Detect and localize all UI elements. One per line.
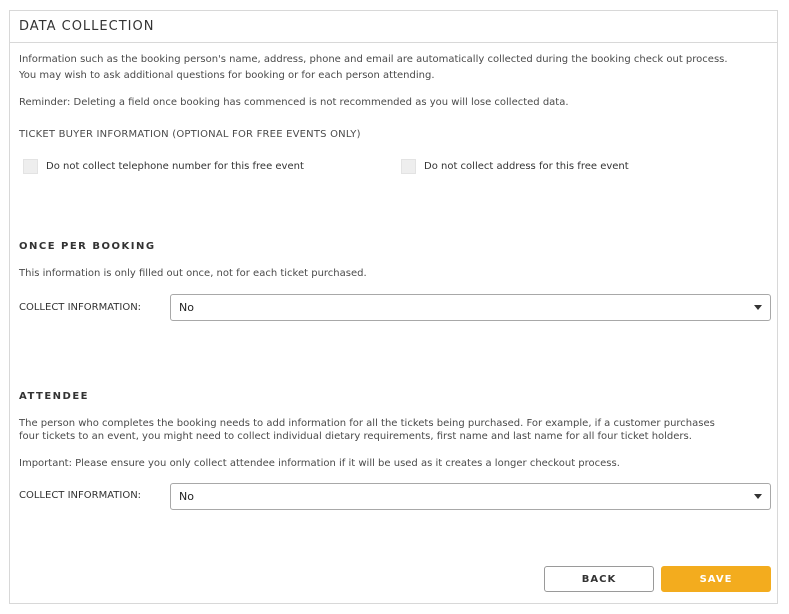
save-button[interactable]: SAVE: [661, 566, 771, 592]
reminder-text: Reminder: Deleting a field once booking has commenced is not recommended as you will lose collected data.: [19, 97, 569, 108]
checkbox-row-phone[interactable]: [23, 159, 304, 174]
intro-text-line1: Information such as the booking person's name, address, phone and email are automatically collected during the booking check out process.: [19, 54, 728, 65]
once-per-booking-description: This information is only filled out once, not for each ticket purchased.: [19, 268, 367, 279]
attendee-heading: ATTENDEE: [19, 391, 89, 402]
attendee-description-line1: The person who completes the booking needs to add information for all the tickets being purchased. For example, if a customer purchases: [19, 418, 715, 429]
ticket-buyer-heading: TICKET BUYER INFORMATION (OPTIONAL FOR FREE EVENTS ONLY): [19, 129, 361, 140]
no-address-checkbox-label: Do not collect address for this free event: [424, 161, 629, 172]
panel-title: DATA COLLECTION: [10, 11, 777, 43]
attendee-select-value: No: [179, 490, 194, 503]
no-address-checkbox[interactable]: [401, 159, 416, 174]
checkbox-row-address[interactable]: [401, 159, 629, 174]
chevron-down-icon: [754, 494, 762, 499]
attendee-select[interactable]: [170, 483, 771, 510]
no-phone-checkbox[interactable]: [23, 159, 38, 174]
intro-text-line2: You may wish to ask additional questions for booking or for each person attending.: [19, 70, 435, 81]
attendee-important-note: Important: Please ensure you only collect attendee information if it will be used as it creates a longer checkout process.: [19, 458, 620, 469]
chevron-down-icon: [754, 305, 762, 310]
no-phone-checkbox-label: Do not collect telephone number for this free event: [46, 161, 304, 172]
once-per-booking-field-label: COLLECT INFORMATION:: [19, 302, 142, 313]
back-button[interactable]: BACK: [544, 566, 654, 592]
once-per-booking-select[interactable]: [170, 294, 771, 321]
attendee-field-label: COLLECT INFORMATION:: [19, 490, 142, 501]
data-collection-panel: [9, 10, 778, 604]
once-per-booking-select-value: No: [179, 301, 194, 314]
once-per-booking-heading: ONCE PER BOOKING: [19, 241, 156, 252]
attendee-description-line2: four tickets to an event, you might need to collect individual dietary requirements, first name and last name for all four ticket holders.: [19, 431, 692, 442]
